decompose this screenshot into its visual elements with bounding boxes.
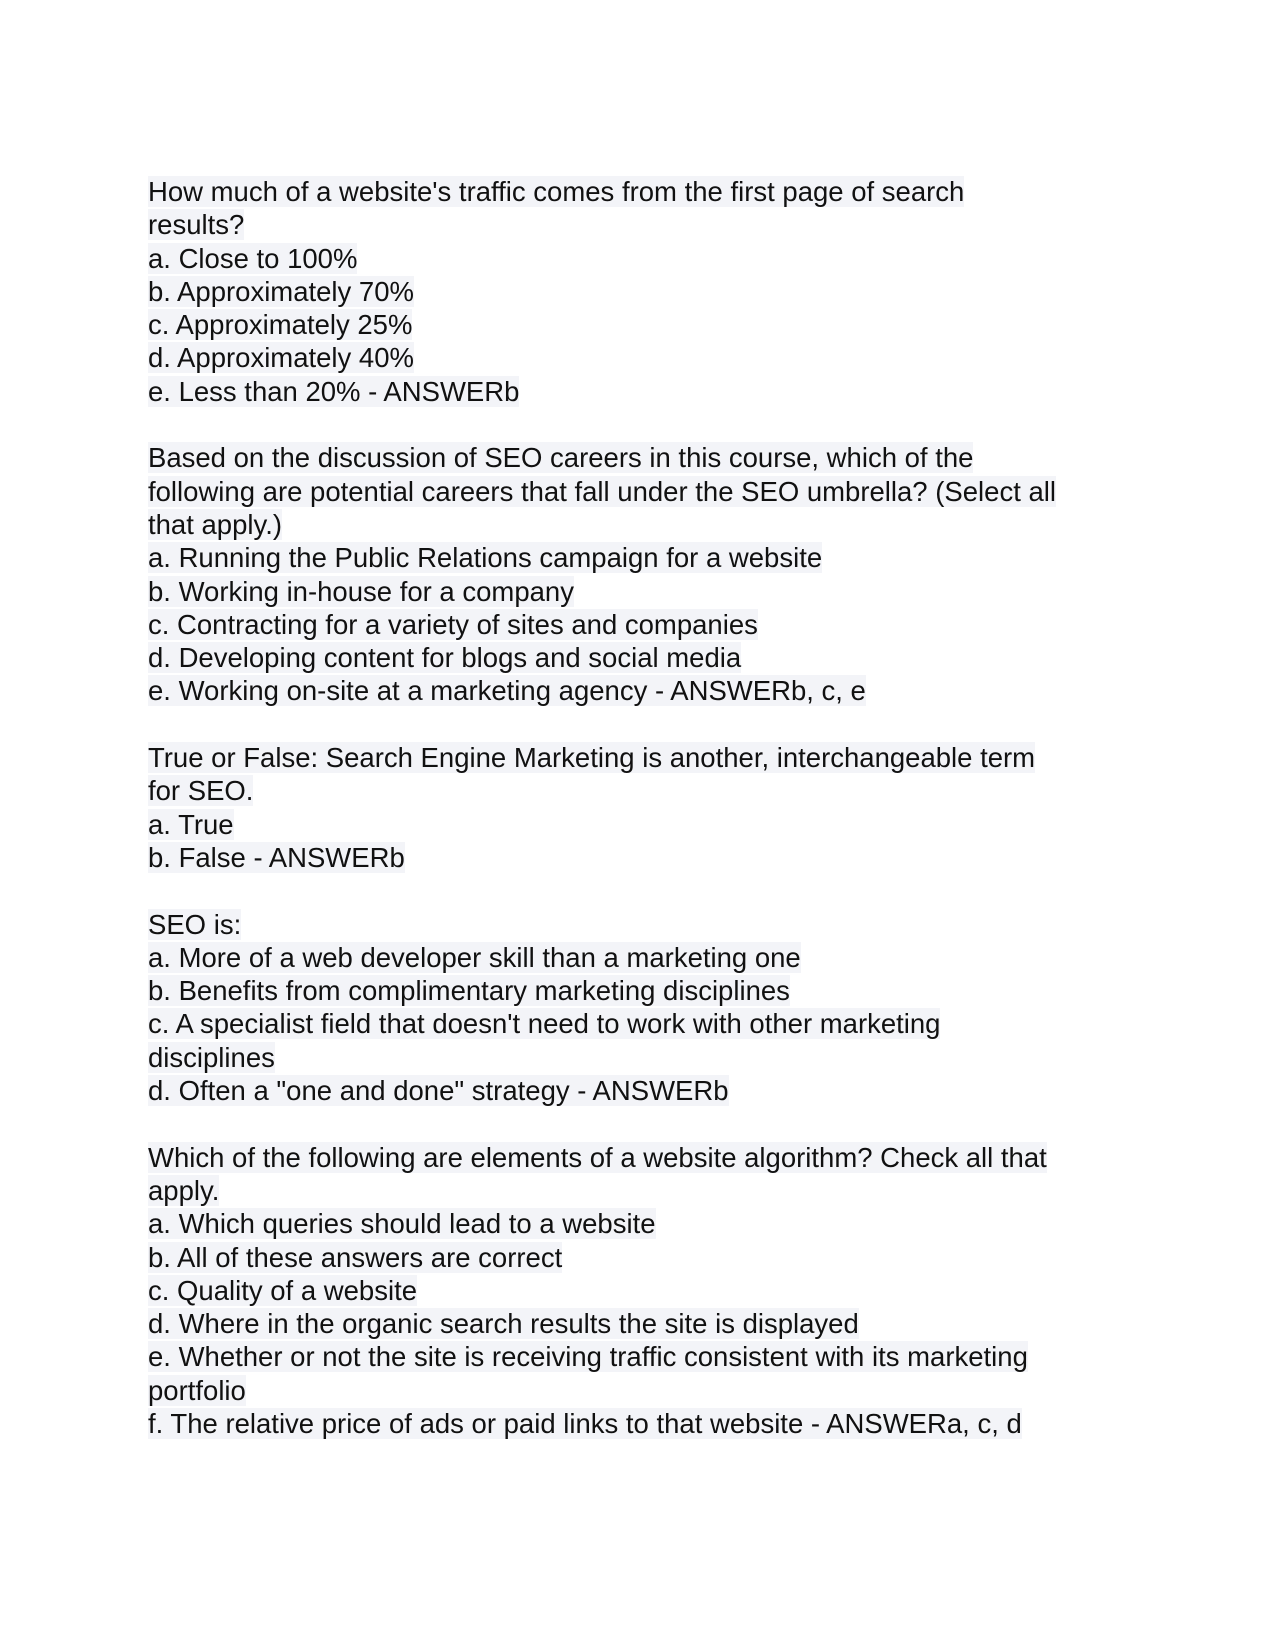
answer-option: a. Running the Public Relations campaign for a website xyxy=(148,542,823,574)
answer-option: c. Quality of a website xyxy=(148,1274,418,1306)
answer-option: a. Close to 100% xyxy=(148,242,358,274)
answer-option: f. The relative price of ads or paid links to that website - ANSWERa, c, d xyxy=(148,1407,1022,1439)
answer-option: e. Less than 20% - ANSWERb xyxy=(148,375,520,407)
answer-option: d. Often a "one and done" strategy - ANSWERb xyxy=(148,1075,729,1107)
answer-option: e. Whether or not the site is receiving traffic consistent with its marketing xyxy=(148,1341,1028,1373)
answer-option: a. More of a web developer skill than a marketing one xyxy=(148,941,801,973)
answer-option: c. Contracting for a variety of sites and companies xyxy=(148,608,758,640)
answer-option: d. Approximately 40% xyxy=(148,342,414,374)
question-line: SEO is: xyxy=(148,908,242,940)
answer-option: d. Developing content for blogs and social media xyxy=(148,642,742,674)
answer-option: e. Working on-site at a marketing agency - ANSWERb, c, e xyxy=(148,675,866,707)
question-2 xyxy=(148,441,1128,707)
question-5 xyxy=(148,1141,1128,1441)
question-line: for SEO. xyxy=(148,775,254,807)
answer-option: b. Working in-house for a company xyxy=(148,575,574,607)
answer-option: portfolio xyxy=(148,1374,246,1406)
question-line: following are potential careers that fall under the SEO umbrella? (Select all xyxy=(148,475,1056,507)
answer-option: b. Benefits from complimentary marketing disciplines xyxy=(148,975,790,1007)
answer-option: b. Approximately 70% xyxy=(148,275,414,307)
question-line: Based on the discussion of SEO careers in this course, which of the xyxy=(148,442,974,474)
answer-option: a. Which queries should lead to a website xyxy=(148,1208,656,1240)
answer-option: a. True xyxy=(148,808,234,840)
answer-option: b. All of these answers are correct xyxy=(148,1241,563,1273)
document-page xyxy=(148,175,1128,1474)
answer-option: d. Where in the organic search results the site is displayed xyxy=(148,1308,859,1340)
answer-option: c. Approximately 25% xyxy=(148,309,413,341)
question-line: Which of the following are elements of a website algorithm? Check all that xyxy=(148,1141,1047,1173)
question-4 xyxy=(148,908,1128,1108)
question-3 xyxy=(148,741,1128,874)
question-line: results? xyxy=(148,209,245,241)
question-line: that apply.) xyxy=(148,508,283,540)
question-line: True or False: Search Engine Marketing is another, interchangeable term xyxy=(148,742,1036,774)
answer-option: c. A specialist field that doesn't need to work with other marketing xyxy=(148,1008,941,1040)
question-line: How much of a website's traffic comes from the first page of search xyxy=(148,176,965,207)
question-line: apply. xyxy=(148,1174,220,1206)
question-1 xyxy=(148,175,1128,408)
answer-option: disciplines xyxy=(148,1041,275,1073)
answer-option: b. False - ANSWERb xyxy=(148,841,405,873)
